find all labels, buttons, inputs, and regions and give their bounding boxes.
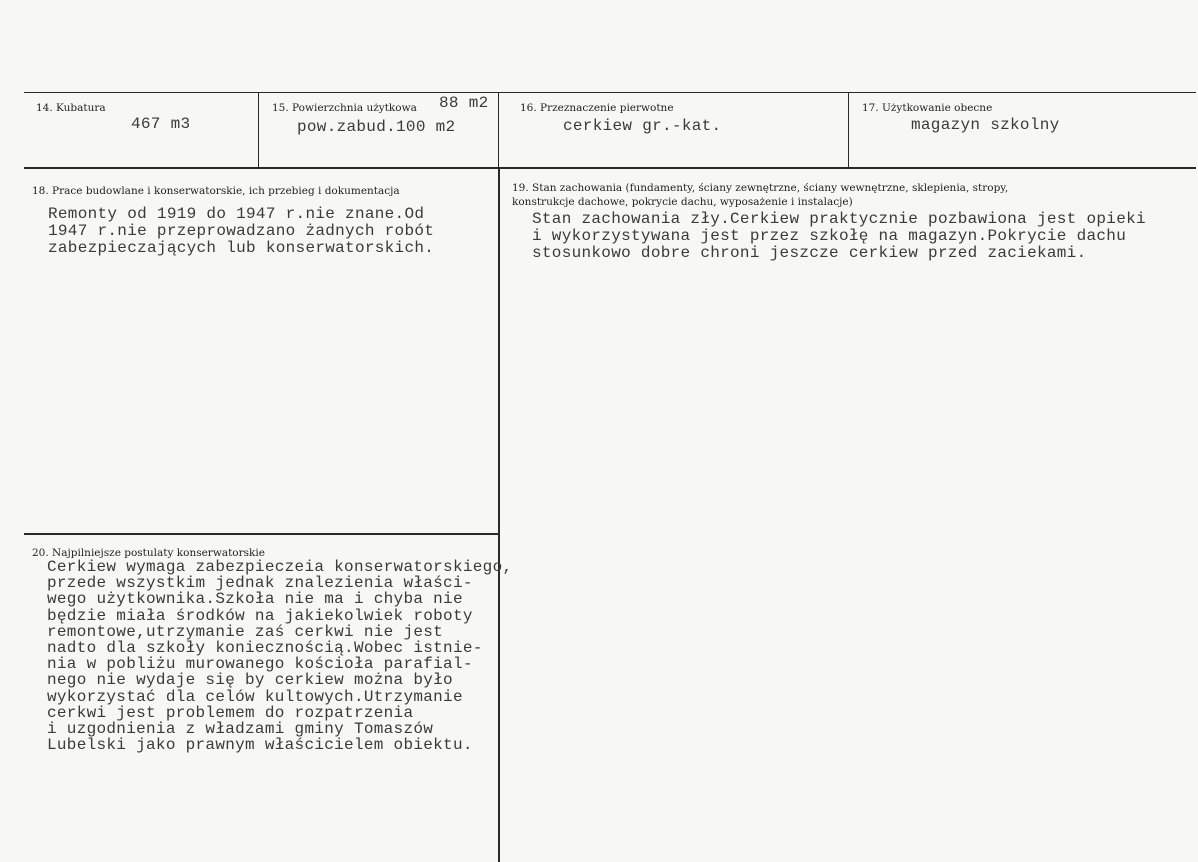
field-19-label-line: 19. Stan zachowania (fundamenty, ściany zewnętrzne, ściany wewnętrzne, sklepienia, stropy, <box>512 182 1009 194</box>
field-18-line: zabezpieczających lub konserwatorskich. <box>48 239 435 257</box>
field-17-value: magazyn szkolny <box>911 116 1060 134</box>
field-18-line: 1947 r.nie przeprowadzano żadnych robót <box>48 222 435 240</box>
field-20-line: i uzgodnienia z władzami gminy Tomaszów <box>47 720 434 739</box>
field-19-label-line: konstrukcje dachowe, pokrycie dachu, wyposażenie i instalacje) <box>512 196 853 208</box>
field-18-label: 18. Prace budowlane i konserwatorskie, ich przebieg i dokumentacja <box>32 185 400 197</box>
field-16-value: cerkiew gr.-kat. <box>563 117 722 135</box>
field-20-text <box>47 559 512 753</box>
divider-17 <box>848 92 849 168</box>
field-15-value-built: pow.zabud.100 m2 <box>297 118 456 136</box>
field-20-line: wykorzystać dla celów kultowych.Utrzymanie <box>47 687 463 706</box>
top-rule <box>24 92 1196 93</box>
field-20-line: Lubelski jako prawnym właścicielem obiektu. <box>47 736 473 755</box>
field-20-line: wego użytkownika.Szkoła nie ma i chyba nie <box>47 590 463 609</box>
field-17-label: 17. Użytkowanie obecne <box>862 102 993 114</box>
row1-bottom-rule <box>24 167 1196 169</box>
field-20-line: będzie miała środków na jakiekolwiek roboty <box>47 606 473 625</box>
field-15-label: 15. Powierzchnia użytkowa <box>272 102 417 114</box>
divider-16 <box>498 92 499 168</box>
field-18-text <box>48 206 434 257</box>
field-20-line: nadto dla szkoły koniecznością.Wobec istnie- <box>47 639 483 658</box>
field-19-line: stosunkowo dobre chroni jeszcze cerkiew przed zaciekami. <box>532 244 1087 262</box>
field-18-line: Remonty od 1919 do 1947 r.nie znane.Od <box>48 205 425 223</box>
field-20-line: nia w pobliżu murowanego kościoła parafial- <box>47 655 473 674</box>
field-20-label: 20. Najpilniejsze postulaty konserwatorskie <box>32 547 265 559</box>
field-20-line: Cerkiew wymaga zabezpieczeia konserwatorskiego, <box>47 558 513 576</box>
field-19-line: Stan zachowania zły.Cerkiew praktycznie pozbawiona jest opieki <box>532 210 1146 228</box>
left-section-rule <box>24 533 498 535</box>
field-19-line: i wykorzystywana jest przez szkołę na magazyn.Pokrycie dachu <box>532 227 1127 245</box>
field-14-label: 14. Kubatura <box>36 102 106 114</box>
divider-15 <box>258 92 259 168</box>
main-vertical-divider <box>498 168 500 862</box>
field-15-value-usable: 88 m2 <box>439 94 489 112</box>
field-20-line: nego nie wydaje się by cerkiew można było <box>47 671 453 690</box>
field-20-line: remontowe,utrzymanie zaś cerkwi nie jest <box>47 622 444 641</box>
field-20-line: cerkwi jest problemem do rozpatrzenia <box>47 703 414 722</box>
field-16-label: 16. Przeznaczenie pierwotne <box>520 102 674 114</box>
field-19-text <box>532 211 1146 262</box>
field-20-line: przede wszystkim jednak znalezienia właści- <box>47 574 473 593</box>
field-19-label <box>512 181 1008 209</box>
field-14-value: 467 m3 <box>131 115 191 133</box>
